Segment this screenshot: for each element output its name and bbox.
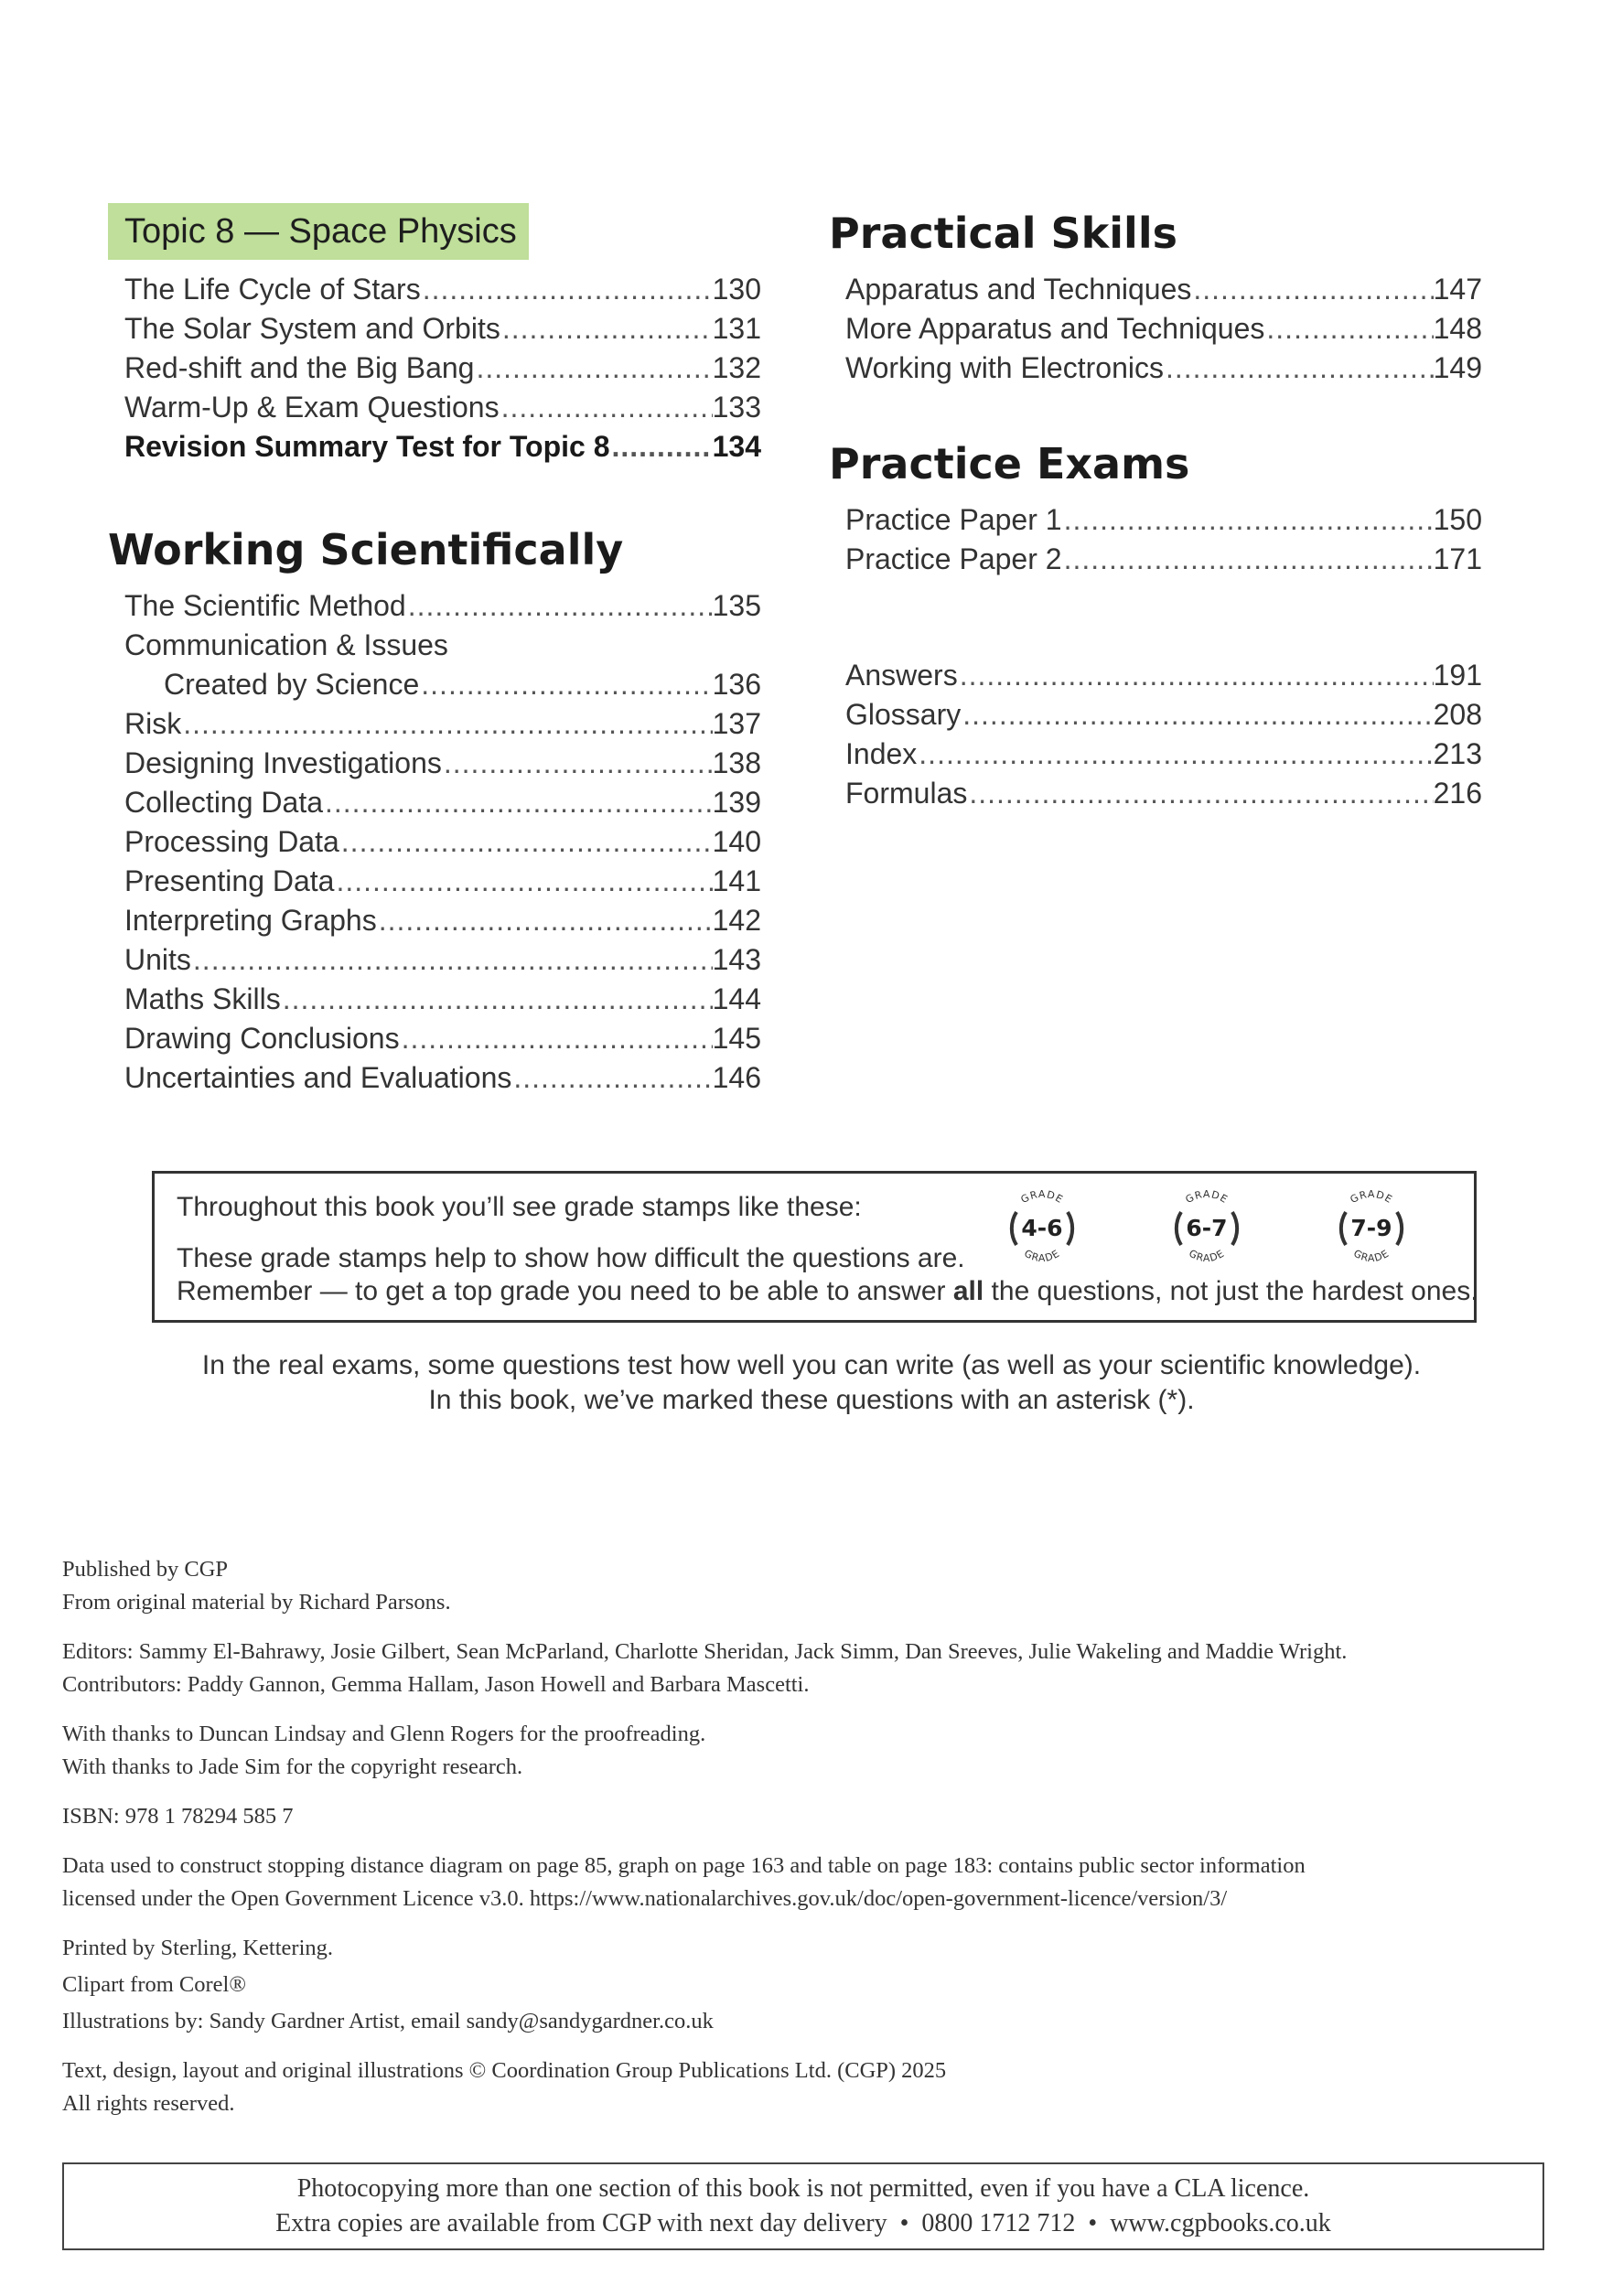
toc-entry[interactable]: Warm-Up & Exam Questions ..... 133 xyxy=(124,391,761,430)
grade-stamp-7-9-icon xyxy=(1327,1185,1415,1272)
toc-entry[interactable]: Apparatus and Techniques ..... 147 xyxy=(845,273,1482,312)
illustrations-credit[interactable]: Illustrations by: Sandy Gardner Artist, email sandy@sandygardner.co.uk xyxy=(62,2009,714,2033)
toc-entry[interactable]: Working with Electronics ..... 149 xyxy=(845,351,1482,391)
toc-entry[interactable]: Glossary ..... 208 xyxy=(845,698,1482,737)
toc-entry[interactable]: More Apparatus and Techniques ..... 148 xyxy=(845,312,1482,351)
toc-entry[interactable]: Drawing Conclusions ..... 145 xyxy=(124,1022,761,1061)
svg-text:4-6: 4-6 xyxy=(1021,1215,1063,1241)
toc-entry[interactable]: Index ..... 213 xyxy=(845,737,1482,777)
asterisk-note xyxy=(0,1348,1623,1418)
toc-entry[interactable]: The Scientific Method ..... 135 xyxy=(124,589,761,628)
all-rights-reserved: All rights reserved. xyxy=(62,2091,235,2116)
grade-stamp-4-6-icon xyxy=(998,1185,1086,1272)
toc-entry[interactable]: Risk ..... 137 xyxy=(124,707,761,746)
practice-exams-heading: Practice Exams xyxy=(829,439,1190,488)
original-material: From original material by Richard Parsons. xyxy=(62,1590,451,1615)
contributors: Contributors: Paddy Gannon, Gemma Hallam, Jason Howell and Barbara Mascetti. xyxy=(62,1672,810,1697)
grade-box-line-3: Remember — to get a top grade you need to be able to answer all the questions, not just the hardest ones. xyxy=(177,1276,1478,1306)
data-licence-line-2[interactable]: licensed under the Open Government Licence v3.0. https://www.nationalarchives.gov.uk/doc/open-government-licence/version/3/ xyxy=(62,1886,1228,1911)
grade-box-line-2: These grade stamps help to show how difficult the questions are. xyxy=(177,1243,965,1273)
svg-text:GRADE: GRADE xyxy=(1351,1247,1392,1265)
isbn: ISBN: 978 1 78294 585 7 xyxy=(62,1804,294,1829)
practice-exams-toc xyxy=(845,503,1482,582)
svg-text:GRADE: GRADE xyxy=(1022,1247,1062,1265)
topic-8-heading: Topic 8 — Space Physics xyxy=(108,203,529,260)
toc-entry[interactable]: Practice Paper 1 ..... 150 xyxy=(845,503,1482,542)
practical-skills-heading: Practical Skills xyxy=(829,209,1177,258)
toc-entry[interactable]: Processing Data ..... 140 xyxy=(124,825,761,864)
thanks-copyright: With thanks to Jade Sim for the copyright research. xyxy=(62,1754,523,1779)
website-link[interactable]: www.cgpbooks.co.uk xyxy=(1110,2209,1331,2237)
svg-text:GRADE: GRADE xyxy=(1348,1187,1395,1207)
working-scientifically-heading: Working Scientifically xyxy=(108,525,624,574)
svg-text:GRADE: GRADE xyxy=(1187,1247,1227,1265)
thanks-proofreading: With thanks to Duncan Lindsay and Glenn Rogers for the proofreading. xyxy=(62,1722,706,1746)
published-by: Published by CGP xyxy=(62,1557,229,1582)
toc-entry[interactable]: Presenting Data ..... 141 xyxy=(124,864,761,904)
toc-entry[interactable]: The Life Cycle of Stars ..... 130 xyxy=(124,273,761,312)
grade-box-line-1: Throughout this book you’ll see grade stamps like these: xyxy=(177,1192,862,1222)
toc-entry[interactable]: Interpreting Graphs ..... 142 xyxy=(124,904,761,943)
clipart-credit: Clipart from Corel® xyxy=(62,1972,246,1997)
toc-entry[interactable]: Units ..... 143 xyxy=(124,943,761,982)
toc-entry[interactable]: Formulas ..... 216 xyxy=(845,777,1482,816)
printed-by: Printed by Sterling, Kettering. xyxy=(62,1936,333,1960)
back-matter-toc xyxy=(845,659,1482,816)
toc-entry[interactable]: Uncertainties and Evaluations ..... 146 xyxy=(124,1061,761,1100)
svg-text:7-9: 7-9 xyxy=(1350,1215,1392,1241)
asterisk-note-line-1: In the real exams, some questions test how well you can write (as well as your scientific knowledge). xyxy=(201,1350,1422,1380)
toc-entry[interactable]: The Solar System and Orbits ..... 131 xyxy=(124,312,761,351)
toc-entry[interactable]: Created by Science ..... 136 xyxy=(124,668,761,707)
toc-entry[interactable]: Answers ..... 191 xyxy=(845,659,1482,698)
photocopying-notice: Photocopying more than one section of this book is not permitted, even if you have a CLA licence. xyxy=(296,2174,1310,2203)
practical-skills-toc xyxy=(845,273,1482,391)
publication-credits xyxy=(62,1553,1581,2137)
svg-text:GRADE: GRADE xyxy=(1018,1187,1066,1207)
svg-text:GRADE: GRADE xyxy=(1183,1187,1231,1207)
toc-entry-continued[interactable]: Communication & Issues xyxy=(124,628,448,661)
photocopying-notice-box xyxy=(62,2162,1544,2250)
grade-stamp-info-box xyxy=(152,1171,1477,1323)
phone-number[interactable]: 0800 1712 712 xyxy=(921,2209,1076,2237)
toc-entry[interactable]: Red-shift and the Big Bang ..... 132 xyxy=(124,351,761,391)
toc-entry[interactable]: Practice Paper 2 ..... 171 xyxy=(845,542,1482,582)
data-licence-line-1: Data used to construct stopping distance diagram on page 85, graph on page 163 and table on page 183: contains public sector information xyxy=(62,1853,1306,1878)
grade-stamp-6-7-icon xyxy=(1163,1185,1251,1272)
toc-entry[interactable]: Maths Skills ..... 144 xyxy=(124,982,761,1022)
topic-8-toc xyxy=(124,273,761,469)
svg-text:6-7: 6-7 xyxy=(1186,1215,1228,1241)
toc-entry[interactable]: Designing Investigations ..... 138 xyxy=(124,746,761,786)
order-info: Extra copies are available from CGP with next day delivery • 0800 1712 712 • www.cgpbooks.co.uk xyxy=(275,2209,1331,2237)
toc-entry-summary-test[interactable]: Revision Summary Test for Topic 8 ..... 134 xyxy=(124,430,761,469)
asterisk-note-line-2: In this book, we’ve marked these questions with an asterisk (*). xyxy=(428,1385,1195,1415)
editors: Editors: Sammy El-Bahrawy, Josie Gilbert, Sean McParland, Charlotte Sheridan, Jack Simm, Dan Sreeves, Julie Wakeling and Maddie Wright. xyxy=(62,1639,1348,1664)
working-scientifically-toc xyxy=(124,589,761,1100)
copyright-notice: Text, design, layout and original illustrations © Coordination Group Publications Ltd. (CGP) 2025 xyxy=(62,2058,947,2083)
toc-entry[interactable]: Collecting Data ..... 139 xyxy=(124,786,761,825)
